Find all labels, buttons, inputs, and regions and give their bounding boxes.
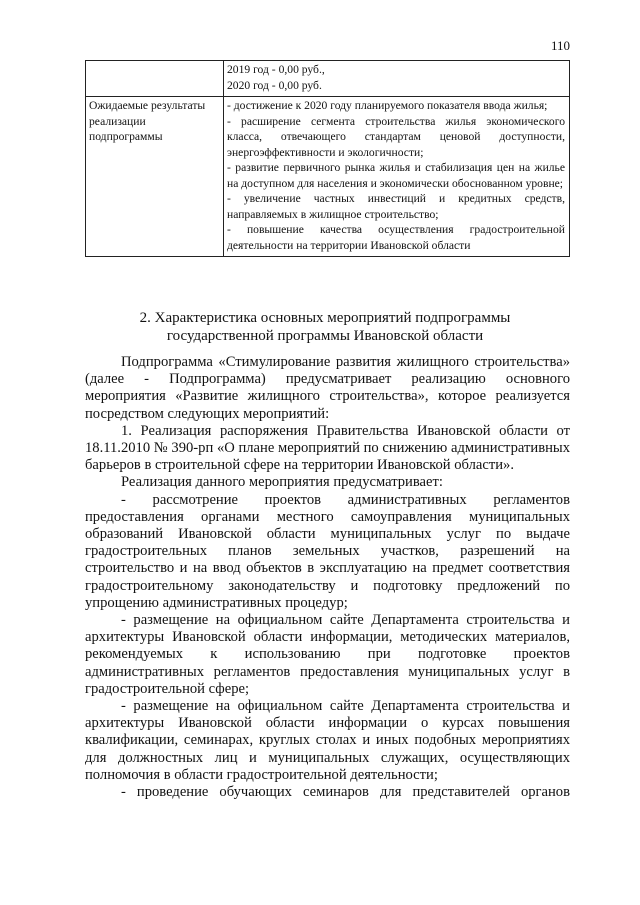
program-info-table [85, 60, 570, 257]
table-value-cell [224, 97, 570, 257]
table-value-cell [224, 61, 570, 97]
table-label-cell [86, 61, 224, 97]
body-text [85, 354, 570, 801]
table-label-cell: Ожидаемые результаты реализации подпрограммы [86, 97, 224, 257]
paragraph: - размещение на официальном сайте Департамента строительства и архитектуры Ивановской области информации о курсах повышения квалификации, семинарах, круглых столах и иных подобных мероприятиях для должностных лиц и муниципальных служащих, осуществляющих полномочия в области градостроительной деятельности; [85, 698, 570, 783]
expected-result-item: - повышение качества осуществления градостроительной деятельности на территории Ивановской области [227, 223, 565, 252]
paragraph: Реализация данного мероприятия предусматривает: [121, 474, 443, 491]
paragraph: 1. Реализация распоряжения Правительства Ивановской области от 18.11.2010 № 390-рп «О плане мероприятий по снижению административных барьеров в строительной сфере на территории Ивановской области». [85, 422, 570, 474]
page-number: 110 [550, 38, 570, 53]
expected-result-item: - расширение сегмента строительства жилья экономического класса, отвечающего стандартам ценовой доступности, энергоэффективности и экологичности; [227, 114, 565, 159]
section-title: 2. Характеристика основных мероприятий подпрограммы государственной программы Ивановской области [139, 310, 511, 344]
table-row [86, 97, 570, 257]
paragraph: Подпрограмма «Стимулирование развития жилищного строительства» (далее - Подпрограмма) предусматривает реализацию основного мероприятия «Развитие жилищного строительства», которое реализуется посредством следующих мероприятий: [85, 354, 570, 422]
paragraph: - размещение на официальном сайте Департамента строительства и архитектуры Ивановской области информации, методических материалов, рекомендуемых к использованию при подготовке проектов административных регламентов предоставления муниципальных услуг в градостроительной сфере; [85, 612, 570, 697]
paragraph: - проведение обучающих семинаров для представителей органов [121, 784, 570, 801]
expected-result-item: - увеличение частных инвестиций и кредитных средств, направляемых в жилищное строительство; [227, 192, 565, 221]
expected-result-item: - достижение к 2020 году планируемого показателя ввода жилья; [227, 99, 548, 112]
table-row [86, 61, 570, 97]
paragraph: - рассмотрение проектов административных регламентов предоставления органами местного самоуправления муниципальных образований Ивановской области муниципальных услуг по выдаче градостроительных планов земельных участков, разрешений на строительство и на ввод объектов в эксплуатацию на предмет соответствия градостроительному законодательству и подготовку предложений по упрощению административных процедур; [85, 491, 570, 611]
funding-line: 2020 год - 0,00 руб. [227, 78, 322, 92]
expected-result-item: - развитие первичного рынка жилья и стабилизация цен на жилье на доступном для населения и экономически обоснованном уровне; [227, 161, 565, 190]
funding-line: 2019 год - 0,00 руб., [227, 63, 325, 76]
